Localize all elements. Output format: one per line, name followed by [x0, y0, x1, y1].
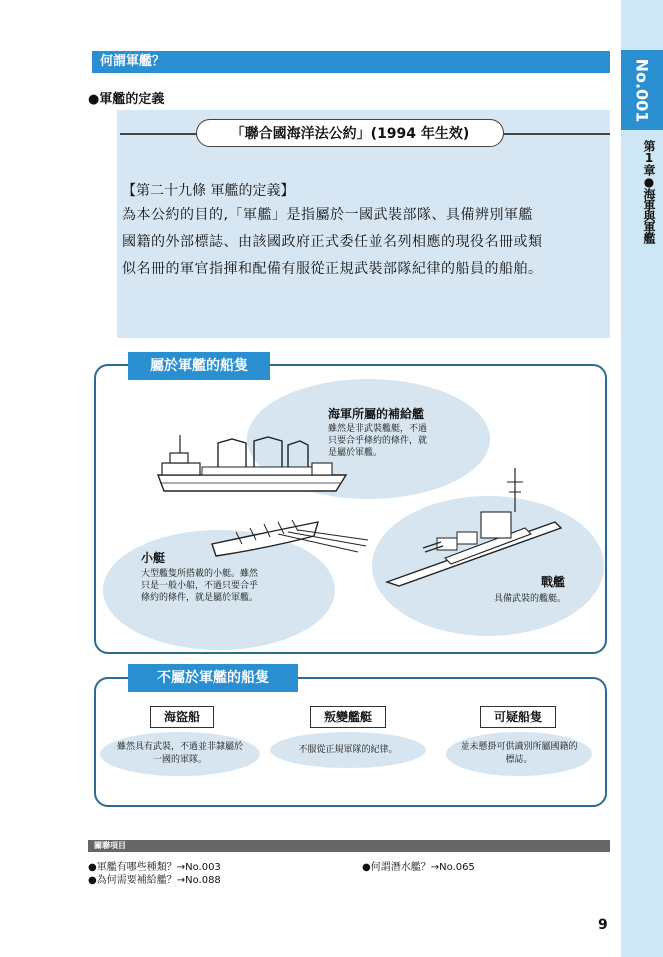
- warships-heading: 屬於軍艦的船隻: [128, 352, 270, 380]
- definition-source-title: 「聯合國海洋法公約」(1994 年生效): [196, 119, 504, 147]
- boat-title: 小艇: [141, 551, 166, 565]
- boat-line: 只是一般小船，不過只要合乎: [141, 581, 259, 591]
- suspicious-ship-title: 可疑船隻: [480, 706, 556, 728]
- pirate-ship-description: 雖然具有武裝，不過並非隸屬於一國的軍隊。: [100, 732, 260, 776]
- definition-line: 國籍的外部標誌、由該國政府正式委任並名列相應的現役名冊或類: [122, 234, 543, 250]
- definition-article: 【第二十九條 軍艦的定義】: [122, 183, 295, 199]
- supply-ship-line: 雖然是非武裝艦艇，不過: [328, 424, 428, 434]
- non-warships-heading: 不屬於軍艦的船隻: [128, 664, 298, 692]
- boat-line: 大型艦隻所搭載的小艇。雖然: [141, 569, 259, 579]
- boat-illustration: [208, 510, 378, 565]
- pirate-ship-title: 海盜船: [150, 706, 214, 728]
- mutiny-ship-description: 不服從正規軍隊的紀律。: [270, 732, 426, 768]
- suspicious-ship-description: 並未懸掛可供識別所屬國籍的標誌。: [446, 732, 592, 776]
- subheading: ●軍艦的定義: [88, 92, 165, 107]
- battleship-illustration: [385, 462, 565, 587]
- section-title: 何謂軍艦？: [92, 51, 610, 73]
- definition-line: 似名冊的軍官指揮和配備有服從正規武裝部隊紀律的船員的船舶。: [122, 261, 543, 277]
- definition-text: [122, 202, 592, 283]
- entry-number: No.001: [632, 58, 652, 122]
- chapter-label: 第1章●海軍與軍艦: [642, 140, 656, 243]
- supply-ship-description: [328, 423, 427, 459]
- supply-ship-line: 只要合乎條約的條件，就: [328, 436, 428, 446]
- page-number: 9: [598, 917, 608, 933]
- related-heading: 關聯項目: [88, 840, 610, 852]
- supply-ship-line: 是屬於軍艦。: [328, 448, 383, 458]
- boat-description: [141, 568, 258, 604]
- battleship-description: [494, 593, 566, 605]
- related-link[interactable]: ●何謂潛水艦？→No.065: [362, 862, 475, 873]
- related-link[interactable]: ●為何需要補給艦？→No.088: [88, 875, 221, 886]
- boat-line: 條約的條件，就是屬於軍艦。: [141, 593, 259, 603]
- battleship-title: 戰艦: [541, 575, 566, 589]
- supply-ship-illustration: [150, 425, 350, 497]
- supply-ship-title: 海軍所屬的補給艦: [328, 407, 425, 421]
- related-link[interactable]: ●軍艦有哪些種類？→No.003: [88, 862, 221, 873]
- definition-line: 為本公約的目的,「軍艦」是指屬於一國武裝部隊、具備辨別軍艦: [122, 207, 533, 223]
- battleship-line: 具備武裝的艦艇。: [494, 594, 567, 604]
- mutiny-ship-title: 叛變艦艇: [310, 706, 386, 728]
